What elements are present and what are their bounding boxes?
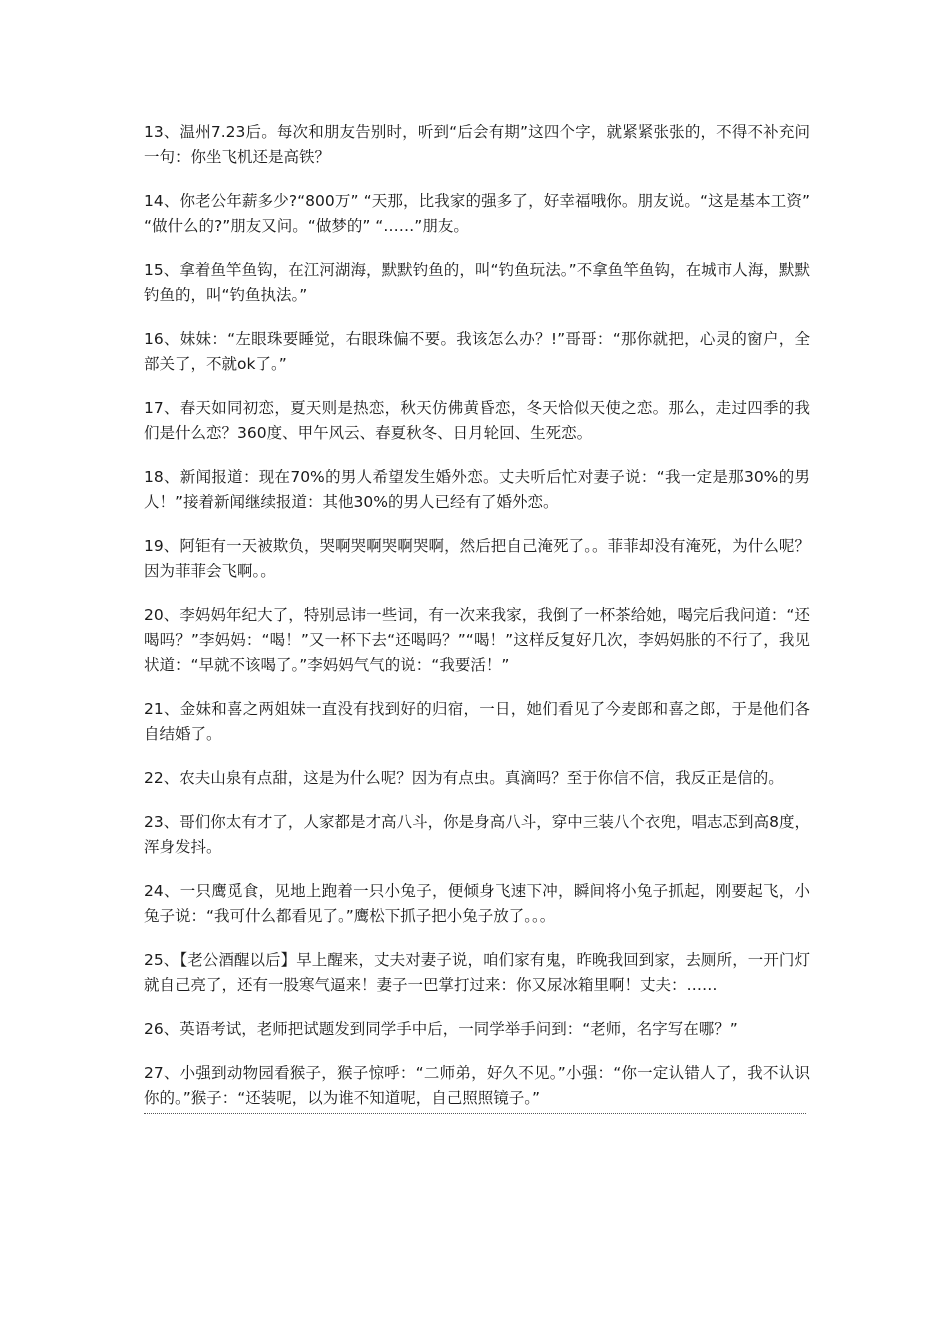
joke-paragraph-24: 24、一只鹰觅食，见地上跑着一只小兔子，便倾身飞速下冲，瞬间将小兔子抓起，刚要起飞，小兔子说：“我可什么都看见了。”鹰松下抓子把小兔子放了。。。	[144, 882, 810, 925]
footer-divider	[144, 1113, 806, 1114]
joke-paragraph-19: 19、阿钜有一天被欺负，哭啊哭啊哭啊哭啊，然后把自己淹死了。。菲菲却没有淹死，为什么呢？因为菲菲会飞啊。。	[144, 537, 810, 580]
joke-paragraph-26: 26、英语考试，老师把试题发到同学手中后，一同学举手问到：“老师，名字写在哪？”	[144, 1020, 738, 1038]
joke-paragraph-14: 14、你老公年薪多少?“800万” “天那，比我家的强多了，好幸福哦你。朋友说。“这是基本工资” “做什么的?”朋友又问。“做梦的” “……”朋友。	[144, 192, 810, 235]
joke-paragraph-15: 15、拿着鱼竿鱼钩，在江河湖海，默默钓鱼的，叫“钓鱼玩法。”不拿鱼竿鱼钩，在城市人海，默默钓鱼的，叫“钓鱼执法。”	[144, 261, 810, 304]
joke-paragraph-22: 22、农夫山泉有点甜，这是为什么呢？因为有点虫。真滴吗？至于你信不信，我反正是信的。	[144, 769, 784, 787]
joke-paragraph-27: 27、小强到动物园看猴子，猴子惊呼：“二师弟，好久不见。”小强：“你一定认错人了，我不认识你的。”猴子：“还装呢，以为谁不知道呢，自己照照镜子。”	[144, 1064, 810, 1107]
joke-paragraph-16: 16、妹妹：“左眼珠要睡觉，右眼珠偏不要。我该怎么办？!”哥哥：“那你就把，心灵的窗户，全部关了，不就ok了。”	[144, 330, 810, 373]
joke-paragraph-17: 17、春天如同初恋，夏天则是热恋，秋天仿佛黄昏恋，冬天恰似天使之恋。那么，走过四季的我们是什么恋？360度、甲午风云、春夏秋冬、日月轮回、生死恋。	[144, 399, 810, 442]
joke-paragraph-25: 25、【老公酒醒以后】早上醒来，丈夫对妻子说，咱们家有鬼，昨晚我回到家，去厕所，一开门灯就自己亮了，还有一股寒气逼来！妻子一巴掌打过来：你又尿冰箱里啊！丈夫：……	[144, 951, 810, 994]
joke-paragraph-20: 20、李妈妈年纪大了，特别忌讳一些词，有一次来我家，我倒了一杯茶给她，喝完后我问道：“还喝吗？”李妈妈：“喝！”又一杯下去“还喝吗？”“喝！”这样反复好几次，李妈妈胀的不行了，我见状道：“早就不该喝了。”李妈妈气气的说：“我要活！”	[144, 606, 810, 674]
joke-paragraph-18: 18、新闻报道：现在70%的男人希望发生婚外恋。丈夫听后忙对妻子说：“我一定是那30%的男人！”接着新闻继续报道：其他30%的男人已经有了婚外恋。	[144, 468, 810, 511]
joke-paragraph-21: 21、金妹和喜之两姐妹一直没有找到好的归宿，一日，她们看见了今麦郎和喜之郎，于是他们各自结婚了。	[144, 700, 810, 743]
joke-paragraph-13: 13、温州7.23后。每次和朋友告别时，听到“后会有期”这四个字，就紧紧张张的，不得不补充问一句：你坐飞机还是高铁？	[144, 123, 810, 166]
document-page	[144, 120, 810, 1114]
joke-paragraph-23: 23、哥们你太有才了，人家都是才高八斗，你是身高八斗，穿中三装八个衣兜，唱志忑到高8度，浑身发抖。	[144, 813, 810, 856]
